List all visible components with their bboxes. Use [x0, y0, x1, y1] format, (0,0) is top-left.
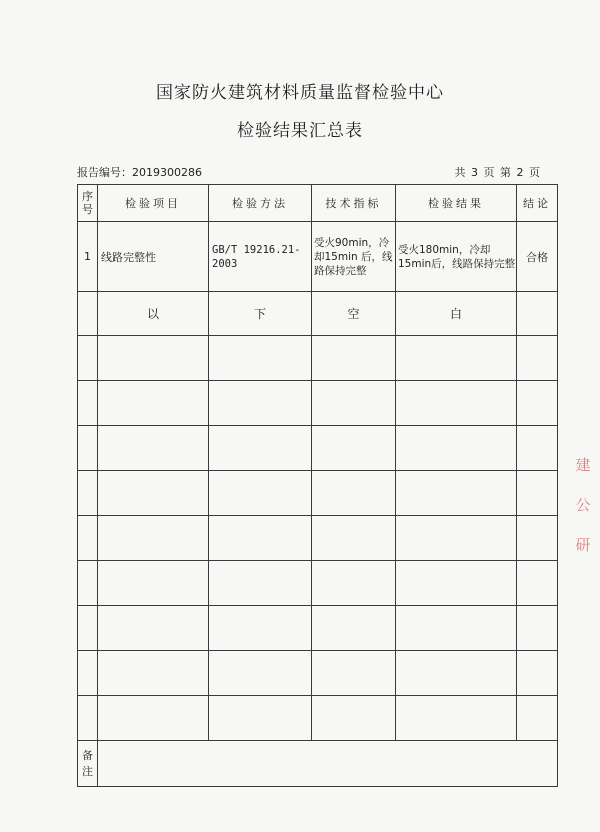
header-result: 检验结果: [396, 185, 517, 222]
header-conclusion: 结论: [517, 185, 558, 222]
header-method: 检验方法: [209, 185, 312, 222]
blank-mark: 空: [312, 292, 396, 336]
table-row: [78, 222, 558, 292]
notes-label: 备注: [78, 741, 98, 787]
page-info: 共 3 页 第 2 页: [454, 166, 540, 179]
stamp-char: 公: [575, 496, 591, 514]
report-number: 报告编号：2019300286: [77, 166, 202, 179]
notes-row: [78, 741, 558, 787]
header-seq: 序号: [78, 185, 98, 222]
row-item: 线路完整性: [98, 222, 209, 292]
blank-mark: 下: [209, 292, 312, 336]
empty-row: [78, 696, 558, 741]
row-result: 受火180min，冷却15min后，线路保持完整: [396, 222, 517, 292]
empty-row: [78, 471, 558, 516]
row-seq: 1: [78, 222, 98, 292]
notes-content: [98, 741, 558, 787]
empty-row: [78, 561, 558, 606]
empty-row: [78, 651, 558, 696]
institution-title: 国家防火建筑材料质量监督检验中心: [156, 83, 444, 103]
blank-mark: 白: [396, 292, 517, 336]
table-title: 检验结果汇总表: [237, 121, 363, 141]
header-spec: 技术指标: [312, 185, 396, 222]
blank-marker-row: [78, 292, 558, 336]
red-stamp-seal: [570, 445, 596, 575]
empty-row: [78, 516, 558, 561]
blank-mark: 以: [98, 292, 209, 336]
stamp-char: 研: [575, 536, 591, 554]
header-item: 检验项目: [98, 185, 209, 222]
empty-row: [78, 381, 558, 426]
empty-row: [78, 426, 558, 471]
row-conclusion: 合格: [517, 222, 558, 292]
row-method: GB/T 19216.21-2003: [209, 222, 312, 292]
empty-row: [78, 606, 558, 651]
stamp-char: 建: [575, 456, 591, 474]
results-table: [77, 184, 558, 787]
row-spec: 受火90min，冷却15min 后，线路保持完整: [312, 222, 396, 292]
header-row: [78, 185, 558, 222]
empty-row: [78, 336, 558, 381]
